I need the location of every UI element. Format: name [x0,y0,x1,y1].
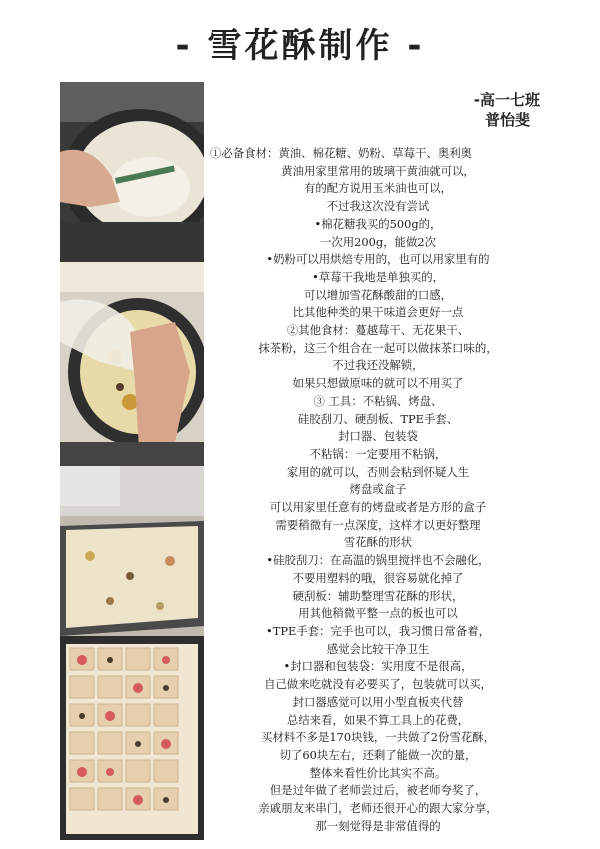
text-line: ③ 工具：不粘锅、烤盘、 [313,393,443,408]
text-line: 不要用塑料的哦，很容易就化掉了 [292,570,464,585]
author-block [474,90,540,130]
text-line: 硬刮板：辅助整理雪花酥的形状， [292,588,464,603]
text-line: •草莓干我地是单独买的， [311,269,445,284]
photo-mixing-ingredients [60,262,204,466]
text-line: 用其他稍微平整一点的板也可以 [298,606,458,621]
text-line: 一次用200g，能做2次 [319,234,436,249]
text-line: •奶粉可以用烘焙专用的，也可以用家里有的 [266,252,490,267]
text-line: 不过我这次没有尝试 [326,199,430,214]
text-line: 亲戚朋友来串门，老师还很开心的跟大家分享， [258,801,498,816]
recipe-text [208,145,548,835]
text-line: 黄油用家里常用的玻璃干黄油就可以， [281,163,475,178]
text-line: ②其他食材：蔓越莓干、无花果干、 [286,323,470,338]
text-line: 比其他种类的果干味道会更好一点 [292,305,464,320]
author-name: 普怡斐 [484,111,530,129]
text-line: 感觉会比较干净卫生 [326,641,430,656]
text-line: •棉花糖我买的500g的， [314,216,442,231]
text-line: 不粘锅：一定要用不粘锅， [309,446,447,461]
text-line: 雪花酥的形状 [343,535,413,550]
text-line: ①必备食材：黄油、棉花糖、奶粉、草莓干、奥利奥 [210,146,472,160]
text-line: 总结来看，如果不算工具上的花费， [286,712,470,727]
text-line: 抹茶粉，这三个组合在一起可以做抹茶口味的， [258,340,498,355]
text-line: 硅胶刮刀、硬刮板、TPE手套、 [297,411,459,426]
text-line: 可以增加雪花酥酸甜的口感， [303,287,453,302]
text-line: 但是过年做了老师尝过后，被老师夸奖了， [269,783,487,798]
text-line: 有的配方说用玉米油也可以， [303,181,453,196]
text-line: 切了60块左右，还剩了能做一次的量， [279,747,477,762]
text-line: 买材料不多是170块钱，一共做了2份雪花酥， [260,730,496,745]
text-line: •硅胶刮刀：在高温的锅里搅拌也不会融化， [266,553,490,568]
text-line: 封口器感觉可以用小型直板夹代替 [292,694,464,709]
page-title: - 雪花酥制作 - [175,26,425,66]
photo-whisking-butter [60,82,204,262]
text-line: 如果只想做原味的就可以不用买了 [292,376,464,391]
text-line: 封口器、包装袋 [338,429,418,444]
author-class: -高一七班 [473,91,540,109]
photo-column [60,82,204,840]
text-line: 整体来看性价比其实不高。 [309,765,447,780]
text-line: 烤盘或盒子 [349,482,407,497]
text-line: 不过我还没解锁， [332,358,424,373]
text-line: 需要稍微有一点深度，这样才以更好整理 [275,517,481,532]
photo-pressed-in-tray [60,466,204,636]
text-line: 可以用家里任意有的烤盘或者是方形的盒子 [269,500,487,515]
text-line: 家用的就可以，否则会粘到怀疑人生 [286,464,470,479]
text-line: •封口器和包装袋：实用度不是很高， [283,659,473,674]
photo-cut-pieces [60,636,204,840]
text-line: 自己做来吃就没有必要买了，包装就可以买， [264,677,492,692]
text-line: 那一刻觉得是非常值得的 [315,818,441,833]
text-line: •TPE手套：完手也可以，我习惯日常备着， [266,623,490,638]
